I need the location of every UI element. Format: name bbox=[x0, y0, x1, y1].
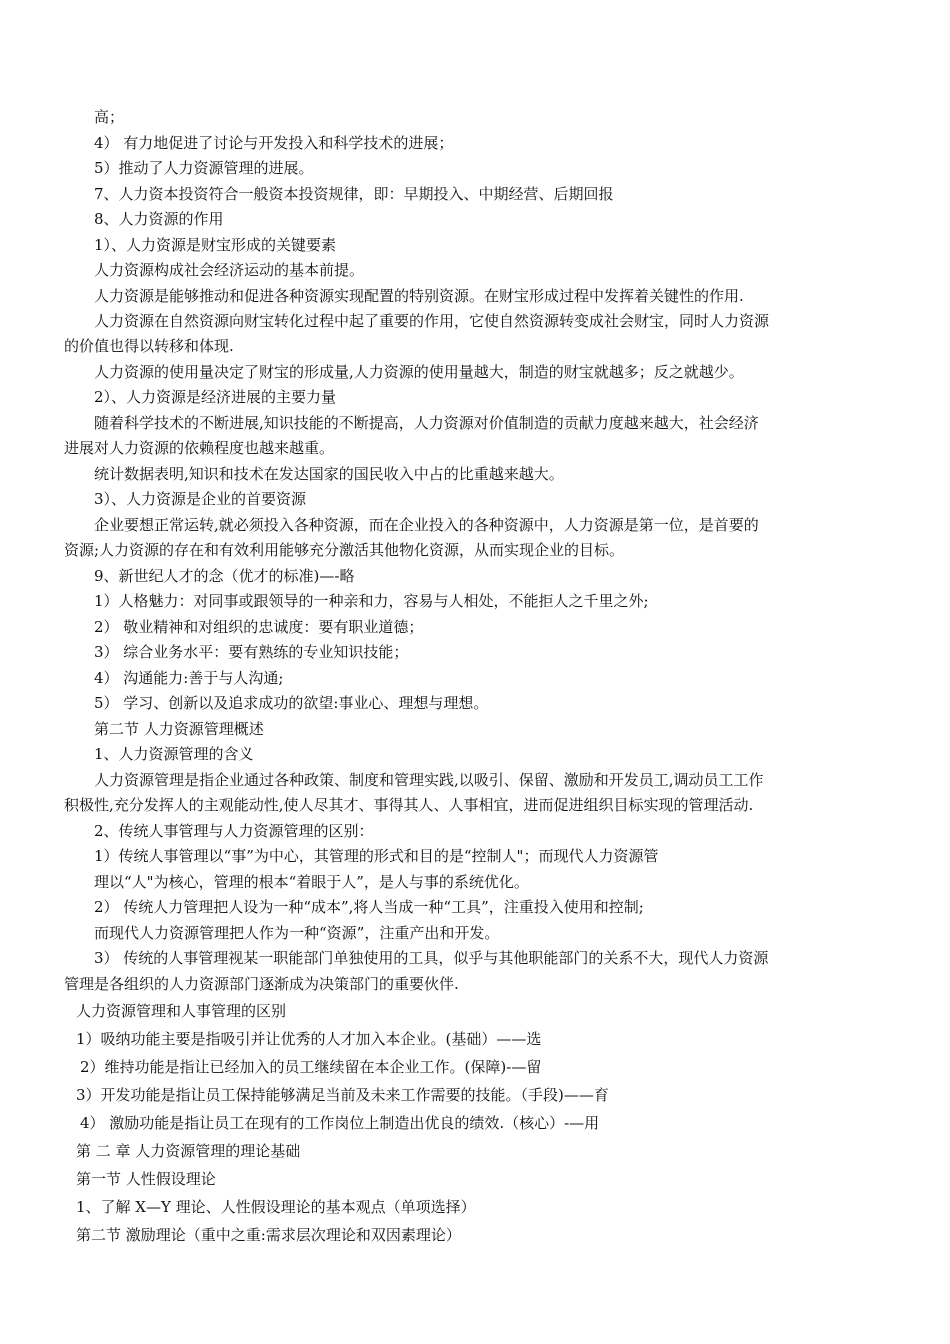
list-item: 3） 综合业务水平：要有熟练的专业知识技能； bbox=[94, 643, 409, 661]
text-line: 随着科学技术的不断进展,知识技能的不断提高，人力资源对价值制造的贡献力度越来越大，社会经济 bbox=[94, 414, 759, 432]
list-item: 5） 学习、创新以及追求成功的欲望:事业心、理想与理想。 bbox=[94, 694, 489, 712]
text-line: 管理是各组织的人力资源部门逐渐成为决策部门的重要伙伴. bbox=[64, 975, 459, 993]
text-line: 人力资源构成社会经济运动的基本前提。 bbox=[94, 261, 365, 279]
section-heading: 2、传统人事管理与人力资源管理的区别： bbox=[94, 822, 374, 840]
section-heading: 人力资源管理和人事管理的区别 bbox=[76, 1002, 287, 1020]
text-line: 理以“人"为核心，管理的根本“着眼于人”，是人与事的系统优化。 bbox=[94, 873, 529, 891]
text-line: 高； bbox=[94, 108, 125, 126]
list-item: 3）开发功能是指让员工保持能够满足当前及未来工作需要的技能。（手段)——育 bbox=[76, 1086, 609, 1104]
text-line: 进展对人力资源的依赖程度也越来越重。 bbox=[64, 439, 335, 457]
text-line: 人力资源在自然资源向财宝转化过程中起了重要的作用，它使自然资源转变成社会财宝，同时人力资源 bbox=[94, 312, 770, 330]
text-line: 的价值也得以转移和体现. bbox=[64, 337, 234, 355]
section-heading: 8、人力资源的作用 bbox=[94, 210, 224, 228]
subsection-heading: 3）、人力资源是企业的首要资源 bbox=[94, 490, 307, 508]
list-item: 2）维持功能是指让已经加入的员工继续留在本企业工作。(保障)-—留 bbox=[80, 1058, 542, 1076]
chapter-title: 第 二 章 人力资源管理的理论基础 bbox=[76, 1142, 301, 1160]
list-item: 1）吸纳功能主要是指吸引并让优秀的人才加入本企业。(基础）——选 bbox=[76, 1030, 542, 1048]
list-item: 1）传统人事管理以“事”为中心，其管理的形式和目的是“控制人"；而现代人力资源管 bbox=[94, 847, 659, 865]
text-line: 统计数据表明,知识和技术在发达国家的国民收入中占的比重越来越大。 bbox=[94, 465, 564, 483]
section-heading: 1、人力资源管理的含义 bbox=[94, 745, 254, 763]
chapter-section-title: 第二节 人力资源管理概述 bbox=[94, 720, 264, 738]
text-line: 积极性,充分发挥人的主观能动性,使人尽其才、事得其人、人事相宜，进而促进组织目标实现的管理活动. bbox=[64, 796, 754, 814]
chapter-section-title: 第二节 激励理论（重中之重:需求层次理论和双因素理论） bbox=[76, 1226, 461, 1244]
list-item: 3） 传统的人事管理视某一职能部门单独使用的工具，似乎与其他职能部门的关系不大，现代人力资源 bbox=[94, 949, 769, 967]
chapter-section-title: 第一节 人性假设理论 bbox=[76, 1170, 216, 1188]
section-heading: 9、新世纪人才的念（优才的标准)—-略 bbox=[94, 567, 355, 585]
text-line: 资源;人力资源的存在和有效利用能够充分激活其他物化资源，从而实现企业的目标。 bbox=[64, 541, 625, 559]
list-item: 4） 沟通能力:善于与人沟通; bbox=[94, 669, 284, 687]
text-line: 1、了解 X—Y 理论、人性假设理论的基本观点（单项选择） bbox=[76, 1198, 476, 1216]
text-line: 5）推动了人力资源管理的进展。 bbox=[94, 159, 314, 177]
subsection-heading: 1）、人力资源是财宝形成的关键要素 bbox=[94, 236, 337, 254]
list-item: 4） 激励功能是指让员工在现有的工作岗位上制造出优良的绩效.（核心）-—用 bbox=[80, 1114, 600, 1132]
text-line: 企业要想正常运转,就必须投入各种资源，而在企业投入的各种资源中，人力资源是第一位，是首要的 bbox=[94, 516, 759, 534]
text-line: 人力资源的使用量决定了财宝的形成量,人力资源的使用量越大，制造的财宝就越多；反之就越少。 bbox=[94, 363, 744, 381]
text-line: 7、人力资本投资符合一般资本投资规律，即：早期投入、中期经营、后期回报 bbox=[94, 185, 614, 203]
text-line: 人力资源管理是指企业通过各种政策、制度和管理实践,以吸引、保留、激励和开发员工,调动员工工作 bbox=[94, 771, 764, 789]
list-item: 2） 传统人力管理把人设为一种“成本”,将人当成一种“工具”，注重投入使用和控制; bbox=[94, 898, 644, 916]
text-line: 人力资源是能够推动和促进各种资源实现配置的特别资源。在财宝形成过程中发挥着关键性的作用. bbox=[94, 287, 744, 305]
subsection-heading: 2）、人力资源是经济进展的主要力量 bbox=[94, 388, 337, 406]
list-item: 1）人格魅力：对同事或跟领导的一种亲和力，容易与人相处，不能拒人之千里之外; bbox=[94, 592, 649, 610]
text-line: 而现代人力资源管理把人作为一种“资源”，注重产出和开发。 bbox=[94, 924, 500, 942]
list-item: 2） 敬业精神和对组织的忠诚度：要有职业道德； bbox=[94, 618, 424, 636]
text-line: 4） 有力地促进了讨论与开发投入和科学技术的进展； bbox=[94, 134, 454, 152]
